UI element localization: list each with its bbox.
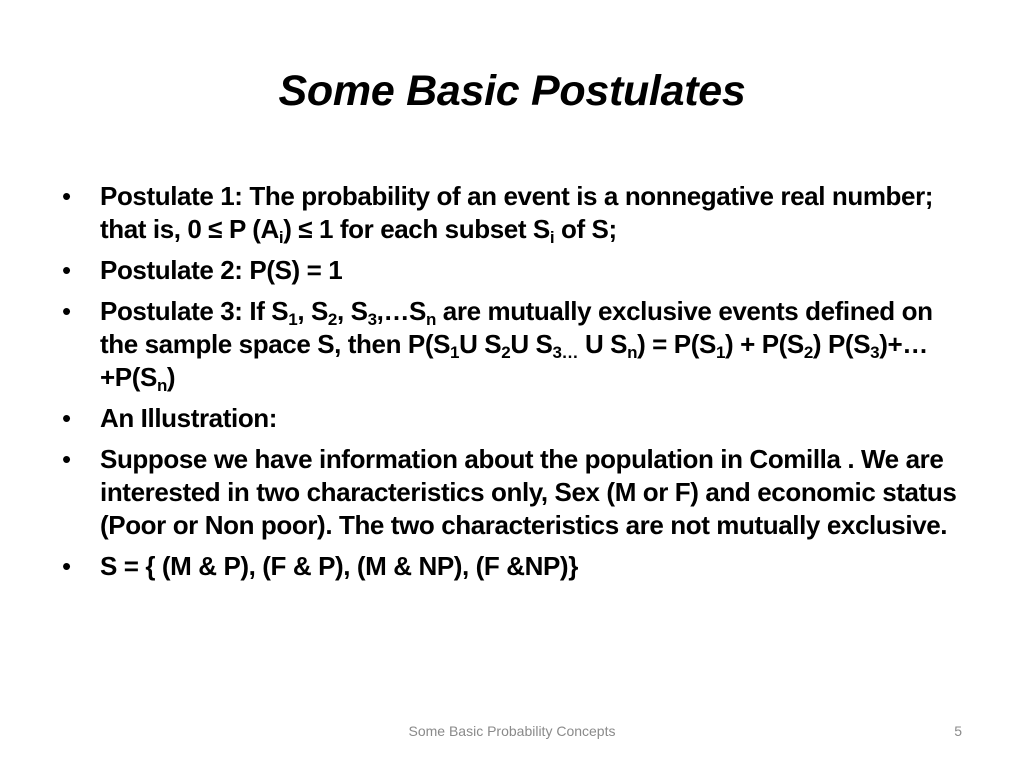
- subscript: 1: [450, 343, 460, 362]
- postulate-3-text: Postulate 3: If S: [100, 296, 289, 326]
- bullet-dot: •: [62, 403, 71, 433]
- subscript: 2: [501, 343, 511, 362]
- postulate-3-text: ): [166, 362, 176, 392]
- subscript: 1: [715, 343, 725, 362]
- sample-space-text: S = { (M & P), (F & P), (M & NP), (F &NP)}: [100, 551, 578, 581]
- subscript: 2: [803, 343, 813, 362]
- postulate-3-text: U S: [578, 329, 628, 359]
- postulate-1-text-mid: ) ≤ 1 for each subset S: [283, 214, 550, 244]
- subscript: n: [426, 310, 436, 329]
- suppose-text: Suppose we have information about the population in Comilla . We are interested in two characteristics only, Sex (M or F) and economic status (Poor or Non poor). The two characteristics are not mutually exclusive.: [100, 444, 957, 540]
- postulate-3-text: ) + P(S: [725, 329, 804, 359]
- slide-title: Some Basic Postulates: [278, 67, 746, 115]
- subscript: i: [278, 228, 284, 247]
- subscript: i: [549, 228, 555, 247]
- bullet-dot: •: [62, 444, 71, 474]
- bullet-list: [62, 180, 967, 591]
- postulate-3-text: U S: [510, 329, 553, 359]
- bullet-illustration: [62, 402, 967, 435]
- subscript: n: [627, 343, 638, 362]
- subscript: 3…: [552, 343, 579, 362]
- subscript: 1: [288, 310, 298, 329]
- bullet-postulate-3: [62, 295, 967, 394]
- page-number: 5: [954, 723, 962, 739]
- subscript: 2: [327, 310, 337, 329]
- postulate-3-text: , S: [297, 296, 328, 326]
- postulate-3-text: U S: [459, 329, 502, 359]
- bullet-dot: •: [62, 255, 71, 285]
- bullet-sample-space: [62, 550, 967, 583]
- illustration-text: An Illustration:: [100, 403, 278, 433]
- postulate-3-text: ,…S: [376, 296, 426, 326]
- postulate-3-text: ) = P(S: [637, 329, 716, 359]
- postulate-2-text: Postulate 2: P(S) = 1: [100, 255, 343, 285]
- subscript: 3: [367, 310, 377, 329]
- bullet-dot: •: [62, 551, 71, 581]
- postulate-1-text-end: of S;: [554, 214, 617, 244]
- postulate-3-text: ) P(S: [812, 329, 871, 359]
- subscript: 3: [870, 343, 880, 362]
- footer-text: Some Basic Probability Concepts: [408, 723, 616, 739]
- postulate-3-text: are mutually exclusive events defined on the sample space S, then P(S: [100, 296, 933, 359]
- bullet-postulate-2: [62, 254, 967, 287]
- postulate-1-text: Postulate 1: The probability of an event is a nonnegative real number; that is, 0 ≤ P (A: [100, 181, 934, 244]
- bullet-dot: •: [62, 181, 71, 211]
- bullet-dot: •: [62, 296, 71, 326]
- bullet-suppose: [62, 443, 967, 542]
- bullet-postulate-1: [62, 180, 967, 246]
- postulate-3-text: )+…+P(S: [100, 329, 928, 392]
- postulate-3-text: , S: [336, 296, 368, 326]
- subscript: n: [156, 376, 167, 395]
